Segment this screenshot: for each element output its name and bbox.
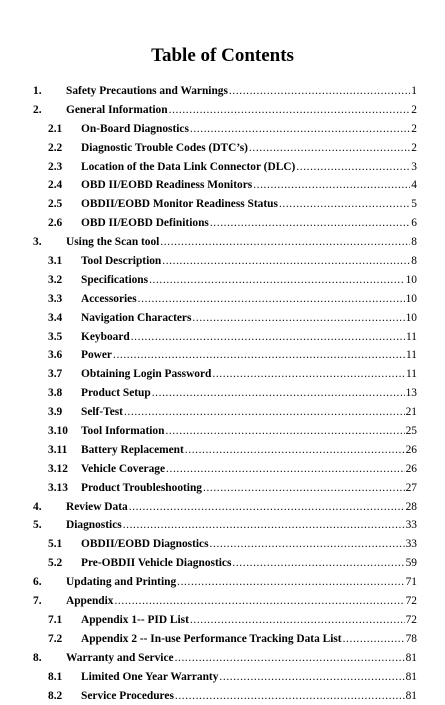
toc-entry-number: 8.1: [48, 668, 81, 687]
toc-entry-page: 10: [406, 271, 417, 290]
dot-leader: [219, 668, 404, 687]
toc-entry-page: 6: [411, 214, 417, 233]
toc-entry-page: 72: [406, 592, 417, 611]
toc-entry-title: Diagnostics: [66, 516, 122, 535]
toc-entry-title: Safety Precautions and Warnings: [66, 82, 228, 101]
toc-entry-number: 3.9: [48, 403, 81, 422]
toc-entry[interactable]: [33, 158, 417, 177]
toc-entry[interactable]: [33, 176, 417, 195]
dot-leader: [124, 403, 405, 422]
toc-entry-number: 3.3: [48, 290, 81, 309]
dot-leader: [113, 346, 405, 365]
toc-entry-title: Product Setup: [81, 384, 151, 403]
toc-entry-page: 2: [411, 139, 417, 158]
toc-entry-number: 3.8: [48, 384, 81, 403]
toc-entry-title: Appendix 2 -- In-use Performance Tracking Data List: [81, 630, 342, 649]
dot-leader: [253, 176, 410, 195]
toc-entry-page: 10: [406, 290, 417, 309]
toc-entry[interactable]: [33, 365, 417, 384]
toc-entry[interactable]: [33, 498, 417, 517]
toc-entry-title: Using the Scan tool: [66, 233, 159, 252]
dot-leader: [166, 460, 405, 479]
toc-entry[interactable]: [33, 233, 417, 252]
toc-entry-number: 3.13: [48, 479, 81, 498]
toc-entry-title: Appendix 1-- PID List: [81, 611, 189, 630]
toc-entry-title: General Information: [66, 101, 168, 120]
toc-entry[interactable]: [33, 479, 417, 498]
toc-entry-title: Vehicle Coverage: [81, 460, 165, 479]
toc-entry[interactable]: [33, 649, 417, 668]
dot-leader: [229, 82, 410, 101]
toc-entry-title: Accessories: [81, 290, 137, 309]
toc-entry-number: 3.4: [48, 309, 81, 328]
dot-leader: [210, 535, 405, 554]
toc-entry-number: 5.1: [48, 535, 81, 554]
toc-entry[interactable]: [33, 252, 417, 271]
dot-leader: [212, 365, 405, 384]
dot-leader: [162, 252, 410, 271]
toc-entry-number: 3.7: [48, 365, 81, 384]
toc-entry-number: 3.10: [48, 422, 81, 441]
toc-entry[interactable]: [33, 516, 417, 535]
toc-entry[interactable]: [33, 573, 417, 592]
dot-leader: [138, 290, 405, 309]
toc-entry[interactable]: [33, 195, 417, 214]
dot-leader: [190, 120, 410, 139]
toc-entry-title: Pre-OBDII Vehicle Diagnostics: [81, 554, 231, 573]
toc-entry[interactable]: [33, 82, 417, 101]
toc-entry-title: Obtaining Login Password: [81, 365, 211, 384]
dot-leader: [185, 441, 405, 460]
toc-entry-number: 2.1: [48, 120, 81, 139]
toc-entry-number: 3.: [33, 233, 66, 252]
toc-entry[interactable]: [33, 422, 417, 441]
toc-entry-page: 72: [406, 611, 417, 630]
toc-entry-title: Diagnostic Trouble Codes (DTC’s): [81, 139, 248, 158]
toc-entry-title: Review Data: [66, 498, 128, 517]
toc-entry-page: 21: [406, 403, 417, 422]
dot-leader: [249, 139, 410, 158]
toc-entry-title: Updating and Printing: [66, 573, 176, 592]
toc-entry[interactable]: [33, 611, 417, 630]
toc-entry-page: 25: [406, 422, 417, 441]
toc-entry-page: 71: [406, 573, 417, 592]
toc-entry-number: 5.2: [48, 554, 81, 573]
page-title: Table of Contents: [0, 44, 445, 68]
toc-entry[interactable]: [33, 687, 417, 705]
toc-entry-number: 2.: [33, 101, 66, 120]
toc-entry-page: 4: [411, 176, 417, 195]
toc-entry-number: 3.2: [48, 271, 81, 290]
toc-entry-number: 2.6: [48, 214, 81, 233]
toc-entry-page: 78: [406, 630, 417, 649]
dot-leader: [343, 630, 405, 649]
toc-entry-number: 7.: [33, 592, 66, 611]
toc-entry-title: Power: [81, 346, 112, 365]
toc-entry[interactable]: [33, 101, 417, 120]
toc-entry-number: 3.5: [48, 328, 81, 347]
toc-entry-number: 2.4: [48, 176, 81, 195]
toc-entry-page: 26: [406, 441, 417, 460]
toc-entry-title: Tool Information: [81, 422, 164, 441]
toc-entry-title: OBDII/EOBD Monitor Readiness Status: [81, 195, 278, 214]
toc-entry[interactable]: [33, 120, 417, 139]
toc-entry-title: Limited One Year Warranty: [81, 668, 218, 687]
dot-leader: [296, 158, 410, 177]
toc-entry-title: Product Troubleshooting: [81, 479, 202, 498]
toc-entry-page: 27: [406, 479, 417, 498]
toc-entry-title: OBD II/EOBD Readiness Monitors: [81, 176, 252, 195]
toc-entry-title: Location of the Data Link Connector (DLC): [81, 158, 295, 177]
toc-entry[interactable]: [33, 346, 417, 365]
dot-leader: [175, 649, 405, 668]
toc-entry-page: 2: [411, 101, 417, 120]
toc-entry-page: 3: [411, 158, 417, 177]
toc-entry-page: 81: [406, 649, 417, 668]
dot-leader: [165, 422, 404, 441]
toc-entry[interactable]: [33, 441, 417, 460]
dot-leader: [190, 611, 405, 630]
dot-leader: [177, 573, 404, 592]
dot-leader: [279, 195, 410, 214]
toc-entry-page: 1: [411, 82, 417, 101]
toc-entry[interactable]: [33, 328, 417, 347]
toc-entry-title: Navigation Characters: [81, 309, 191, 328]
dot-leader: [192, 309, 404, 328]
toc-entry-page: 11: [406, 365, 417, 384]
toc-entry-number: 4.: [33, 498, 66, 517]
dot-leader: [169, 101, 411, 120]
dot-leader: [123, 516, 405, 535]
toc-entry-number: 8.2: [48, 687, 81, 705]
toc-entry[interactable]: [33, 592, 417, 611]
dot-leader: [175, 687, 405, 705]
toc-entry-page: 8: [411, 252, 417, 271]
dot-leader: [210, 214, 410, 233]
toc-entry-number: 7.2: [48, 630, 81, 649]
toc-entry-number: 1.: [33, 82, 66, 101]
toc-entry-number: 7.1: [48, 611, 81, 630]
toc-entry-title: Appendix: [66, 592, 113, 611]
toc-entry-page: 8: [411, 233, 417, 252]
toc-entry[interactable]: [33, 384, 417, 403]
toc-entry-page: 5: [411, 195, 417, 214]
dot-leader: [152, 384, 405, 403]
dot-leader: [203, 479, 405, 498]
toc-entry-number: 8.: [33, 649, 66, 668]
table-of-contents: [33, 82, 417, 705]
toc-entry-number: 2.5: [48, 195, 81, 214]
toc-entry-title: Specifications: [81, 271, 148, 290]
toc-entry[interactable]: [33, 309, 417, 328]
toc-entry[interactable]: [33, 630, 417, 649]
dot-leader: [160, 233, 410, 252]
toc-entry-page: 33: [406, 535, 417, 554]
toc-entry-page: 11: [406, 328, 417, 347]
toc-entry-title: Tool Description: [81, 252, 161, 271]
toc-entry[interactable]: [33, 554, 417, 573]
dot-leader: [131, 328, 405, 347]
toc-entry-page: 10: [406, 309, 417, 328]
toc-entry[interactable]: [33, 460, 417, 479]
toc-entry-page: 2: [411, 120, 417, 139]
toc-entry[interactable]: [33, 139, 417, 158]
toc-entry-page: 33: [406, 516, 417, 535]
toc-entry-number: 3.1: [48, 252, 81, 271]
dot-leader: [114, 592, 404, 611]
toc-entry-title: Self-Test: [81, 403, 123, 422]
toc-entry-title: On-Board Diagnostics: [81, 120, 189, 139]
toc-entry-title: OBD II/EOBD Definitions: [81, 214, 209, 233]
toc-entry[interactable]: [33, 668, 417, 687]
toc-entry-page: 59: [406, 554, 417, 573]
toc-entry-page: 11: [406, 346, 417, 365]
toc-entry-title: Service Procedures: [81, 687, 174, 705]
toc-entry-title: OBDII/EOBD Diagnostics: [81, 535, 209, 554]
toc-entry-number: 2.2: [48, 139, 81, 158]
toc-entry-title: Battery Replacement: [81, 441, 184, 460]
toc-entry[interactable]: [33, 403, 417, 422]
toc-entry-number: 6.: [33, 573, 66, 592]
toc-entry[interactable]: [33, 214, 417, 233]
toc-entry-number: 5.: [33, 516, 66, 535]
dot-leader: [149, 271, 405, 290]
toc-entry-number: 3.12: [48, 460, 81, 479]
dot-leader: [129, 498, 405, 517]
dot-leader: [232, 554, 404, 573]
toc-entry-page: 81: [406, 668, 417, 687]
toc-entry-title: Warranty and Service: [66, 649, 174, 668]
toc-entry[interactable]: [33, 290, 417, 309]
toc-entry[interactable]: [33, 271, 417, 290]
toc-entry-page: 28: [406, 498, 417, 517]
toc-entry-page: 81: [406, 687, 417, 705]
toc-entry-number: 3.6: [48, 346, 81, 365]
toc-entry-page: 26: [406, 460, 417, 479]
toc-entry[interactable]: [33, 535, 417, 554]
toc-entry-title: Keyboard: [81, 328, 130, 347]
toc-entry-number: 2.3: [48, 158, 81, 177]
toc-entry-number: 3.11: [48, 441, 81, 460]
toc-entry-page: 13: [406, 384, 417, 403]
